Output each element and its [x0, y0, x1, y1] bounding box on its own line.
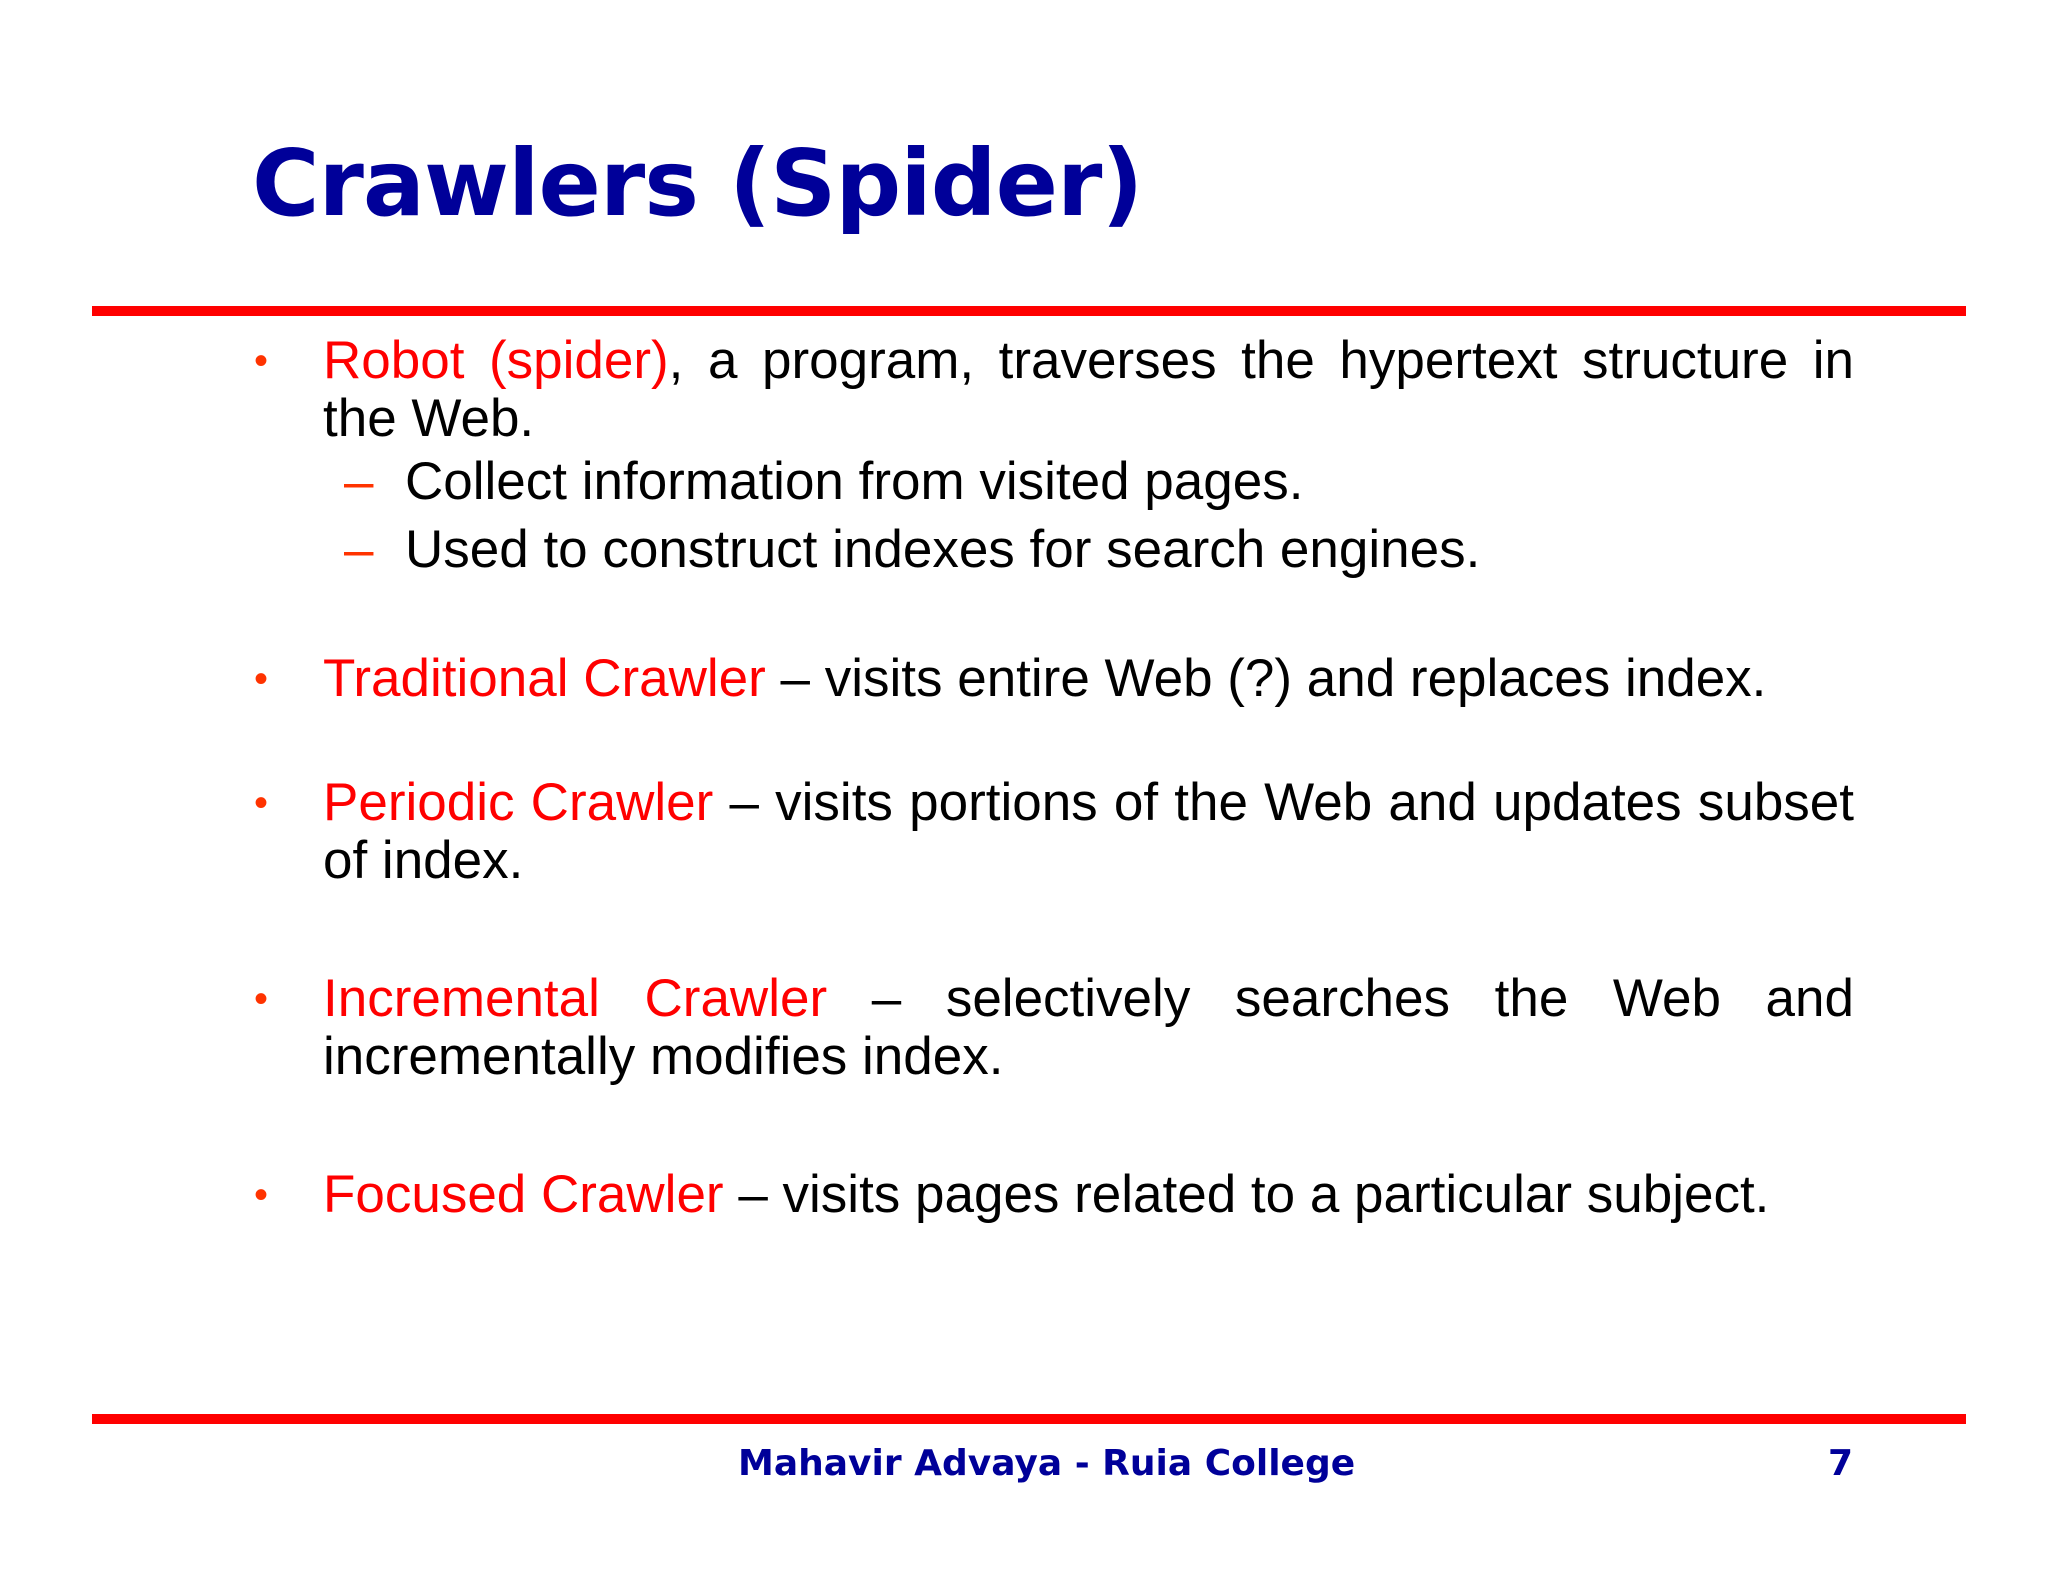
- bullet-traditional: [252, 650, 1854, 708]
- bullet-icon: •: [254, 1173, 269, 1217]
- subitem-collect: [252, 448, 1854, 516]
- bullet-text: – selectively searches the Web and incrementally modifies index.: [323, 969, 1854, 1086]
- bullet-term: Robot (spider): [323, 331, 669, 390]
- subitem-text: Collect information from visited pages.: [405, 452, 1304, 511]
- bullet-robot: [252, 332, 1854, 584]
- bullet-term: Incremental Crawler: [323, 969, 828, 1028]
- bullet-term: Periodic Crawler: [323, 773, 714, 832]
- bullet-term: Focused Crawler: [323, 1165, 724, 1224]
- slide-title: Crawlers (Spider): [252, 130, 1143, 237]
- subitem-construct: [252, 516, 1854, 584]
- bottom-divider: [92, 1414, 1966, 1424]
- bullet-term: Traditional Crawler: [323, 649, 766, 708]
- slide-content: [252, 332, 1854, 1224]
- top-divider: [92, 306, 1966, 316]
- dash-icon: –: [344, 452, 374, 511]
- bullet-focused: [252, 1166, 1854, 1224]
- subitem-text: Used to construct indexes for search engines.: [405, 520, 1481, 579]
- bullet-text: – visits portions of the Web and updates subset of index.: [323, 773, 1854, 890]
- bullet-text: – visits entire Web (?) and replaces index.: [765, 649, 1767, 708]
- dash-icon: –: [344, 520, 374, 579]
- bullet-text: – visits pages related to a particular subject.: [723, 1165, 1770, 1224]
- footer-college: Mahavir Advaya - Ruia College: [738, 1443, 1356, 1484]
- bullet-icon: •: [254, 781, 269, 825]
- bullet-periodic: [252, 774, 1854, 890]
- bullet-text: , a program, traverses the hypertext structure in the Web.: [323, 331, 1854, 448]
- bullet-icon: •: [254, 657, 269, 701]
- bullet-icon: •: [254, 339, 269, 383]
- page-number: 7: [1828, 1443, 1854, 1484]
- bullet-icon: •: [254, 977, 269, 1021]
- bullet-incremental: [252, 970, 1854, 1086]
